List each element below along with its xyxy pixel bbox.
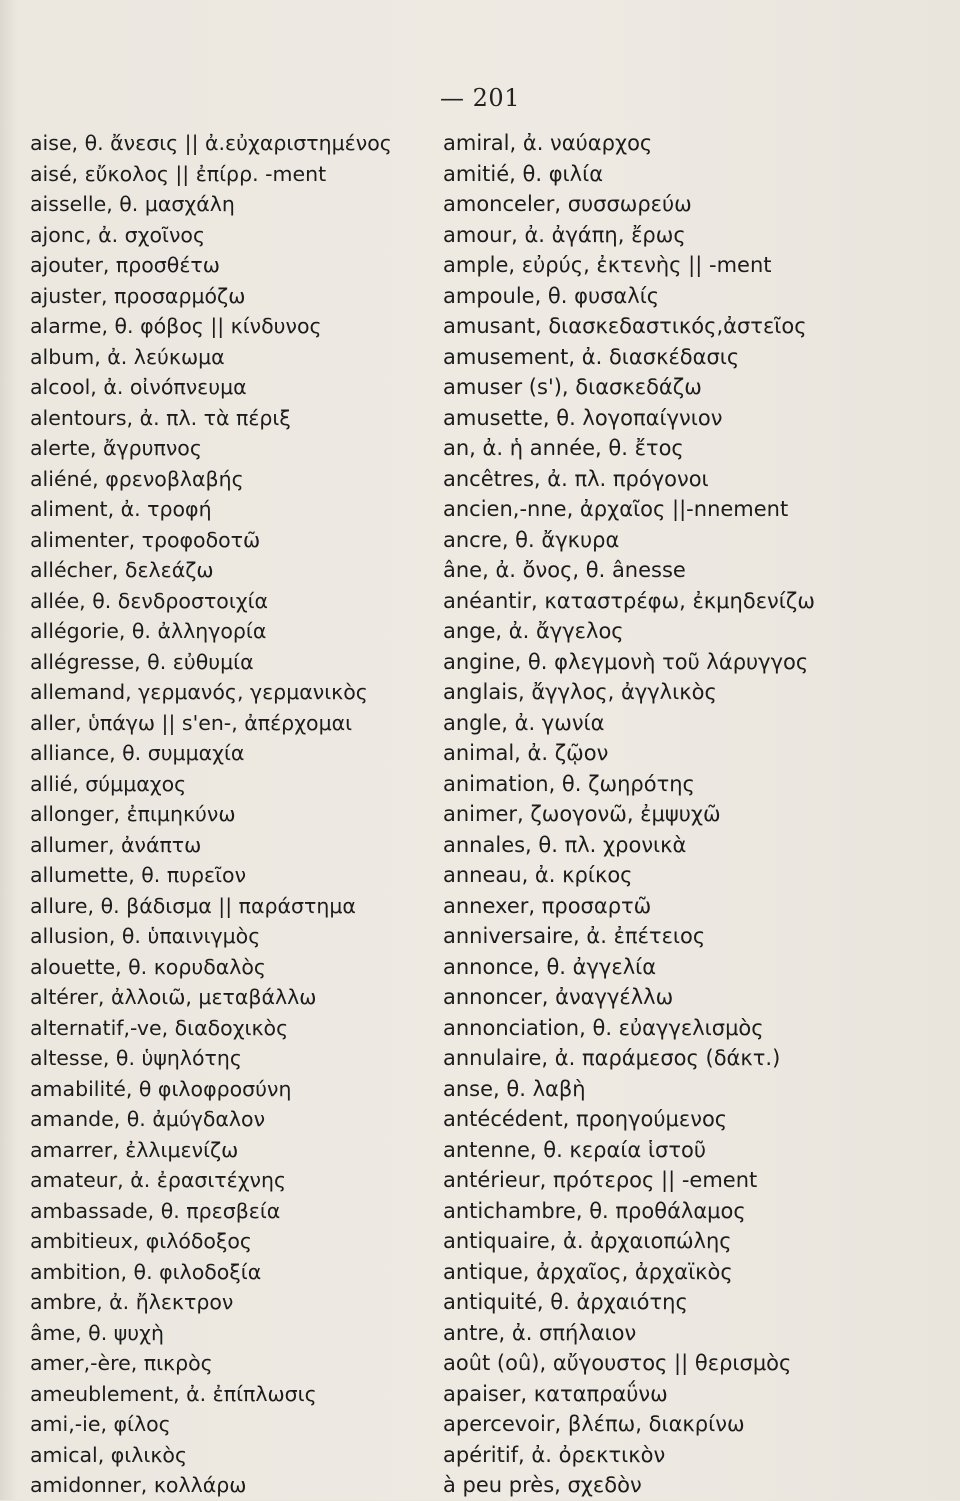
dictionary-entry: amande, θ. ἀμύγδαλον [30,1107,266,1131]
dictionary-entry: album, ἀ. λεύκωμα [30,344,225,369]
dictionary-entry: alerte, ἄγρυπνος [30,436,202,460]
dictionary-entry: amateur, ἀ. ἐρασιτέχνης [30,1168,287,1192]
dictionary-entry: allure, θ. βάδισμα || παράστημα [30,893,356,918]
dictionary-entry: ambitieux, φιλόδοξος [30,1229,252,1253]
dictionary-entry: animer, ζωογονῶ, ἐμψυχῶ [443,802,721,826]
dictionary-entry: aliment, ἀ. τροφή [30,497,212,521]
dictionary-entry: amusement, ἀ. διασκέδασις [443,344,740,369]
dictionary-entry: ample, εὐρύς, ἐκτενὴς || -ment [443,253,772,277]
dictionary-entry: animation, θ. ζωηρότης [443,771,695,796]
dictionary-entry: allumer, ἀνάπτω [30,832,202,857]
dictionary-entry: amarrer, ἐλλιμενίζω [30,1137,239,1162]
dictionary-entry: angle, ἀ. γωνία [443,710,605,735]
dictionary-entry: aisé, εὔκολος || ἐπίρρ. -ment [30,161,327,186]
dictionary-entry: ancêtres, ἀ. πλ. πρόγονοι [443,466,709,491]
dictionary-entry: anglais, ἄγγλος, ἀγγλικὸς [443,680,717,704]
dictionary-entry: allusion, θ. ὑπαινιγμὸς [30,924,261,948]
dictionary-entry: allemand, γερμανός, γερμανικὸς [30,680,368,704]
dictionary-entry: amonceler, συσσωρεύω [443,192,692,216]
dictionary-entry: amical, φιλικὸς [30,1442,187,1467]
left-column [30,128,440,1501]
dictionary-entry: ajouter, προσθέτω [30,253,220,277]
dictionary-entry: anneau, ἀ. κρίκος [443,863,633,887]
dictionary-entry: altérer, ἀλλοιῶ, μεταβάλλω [30,985,317,1009]
dictionary-entry: alimenter, τροφοδοτῶ [30,527,261,552]
dictionary-entry: an, ἀ. ἡ année, θ. ἔτος [443,436,684,460]
dictionary-entry: âne, ἀ. ὄνος, θ. ânesse [443,558,686,582]
dictionary-entry: alliance, θ. συμμαχία [30,741,245,765]
dictionary-entry: aller, ὑπάγω || s'en-, ἀπέρχομαι [30,710,353,735]
dictionary-entry: amusant, διασκεδαστικός,ἀστεῖος [443,314,807,338]
dictionary-entry: ameublement, ἀ. ἐπίπλωσις [30,1381,317,1406]
dictionary-entry: allécher, δελεάζω [30,558,214,582]
dictionary-entry: allié, σύμμαχος [30,771,187,796]
dictionary-entry: alarme, θ. φόβος || κίνδυνος [30,314,322,338]
dictionary-entry: apéritif, ἀ. ὀρεκτικὸν [443,1442,666,1467]
dictionary-entry: ambition, θ. φιλοδοξία [30,1259,262,1284]
dictionary-entry: antichambre, θ. προθάλαμος [443,1198,746,1223]
dictionary-entry: anéantir, καταστρέφω, ἐκμηδενίζω [443,588,815,613]
dictionary-entry: âme, θ. ψυχὴ [30,1320,164,1345]
dictionary-entry: antre, ἀ. σπήλαιον [443,1320,637,1345]
dictionary-entry: allumette, θ. πυρεῖον [30,863,247,887]
dictionary-entry: alcool, ἀ. οἰνόπνευμα [30,375,247,399]
dictionary-entry: alternatif,-ve, διαδοχικὸς [30,1015,289,1040]
dictionary-entry: ancien,-nne, ἀρχαῖος ||-nnement [443,497,789,521]
dictionary-entry: aliéné, φρενοβλαβής [30,466,244,491]
dictionary-entry: allonger, ἐπιμηκύνω [30,802,236,826]
dictionary-entry: amiral, ἀ. ναύαρχος [443,131,653,155]
dictionary-entry: allégresse, θ. εὐθυμία [30,649,254,674]
dictionary-entry: annonciation, θ. εὐαγγελισμὸς [443,1015,764,1040]
dictionary-entry: août (oû), αὔγουστος || θερισμὸς [443,1351,792,1375]
dictionary-entry: amour, ἀ. ἀγάπη, ἔρως [443,222,686,247]
dictionary-entry: anse, θ. λαβὴ [443,1076,586,1101]
dictionary-entry: ajonc, ἀ. σχοῖνος [30,222,205,247]
dictionary-entry: ambassade, θ. πρεσβεία [30,1198,281,1223]
dictionary-entry: angine, θ. φλεγμονὴ τοῦ λάρυγγος [443,649,809,674]
dictionary-entry: amabilité, θ φιλοφροσύνη [30,1076,292,1101]
dictionary-entry: ange, ἀ. ἄγγελος [443,619,624,643]
dictionary-entry: allée, θ. δενδροστοιχία [30,588,269,613]
dictionary-entry: amitié, θ. φιλία [443,161,604,186]
dictionary-entry: alentours, ἀ. πλ. τὰ πέριξ [30,405,291,430]
dictionary-entry: aise, θ. ἄνεσις || ἀ.εὐχαριστημένος [30,131,392,155]
dictionary-entry: aisselle, θ. μασχάλη [30,192,235,216]
dictionary-entry: altesse, θ. ὑψηλότης [30,1046,242,1070]
dictionary-entry: ambre, ἀ. ἤλεκτρον [30,1290,234,1314]
dictionary-entry: ajuster, προσαρμόζω [30,283,246,308]
dictionary-entry: ami,-ie, φίλος [30,1412,171,1436]
dictionary-entry: annonce, θ. ἀγγελία [443,954,657,979]
dictionary-entry: animal, ἀ. ζῷον [443,741,609,765]
dictionary-entry: annulaire, ἀ. παράμεσος (δάκτ.) [443,1046,781,1070]
dictionary-entry: ampoule, θ. φυσαλίς [443,283,660,308]
dictionary-entry: à peu près, σχεδὸν [443,1473,642,1497]
dictionary-entry: amusette, θ. λογοπαίγνιον [443,405,723,430]
dictionary-entry: anniversaire, ἀ. ἐπέτειος [443,924,706,948]
dictionary-entry: antiquaire, ἀ. ἀρχαιοπώλης [443,1229,732,1253]
dictionary-entry: annoncer, ἀναγγέλλω [443,985,674,1009]
dictionary-entry: alouette, θ. κορυδαλὸς [30,954,266,979]
page-number: — 201 [440,84,520,112]
dictionary-entry: apaiser, καταπραΰνω [443,1381,668,1406]
dictionary-entry: apercevoir, βλέπω, διακρίνω [443,1412,745,1436]
dictionary-entry: allégorie, θ. ἀλληγορία [30,619,267,643]
dictionary-entry: antiquité, θ. ἀρχαιότης [443,1290,688,1314]
dictionary-entry: amer,-ère, πικρὸς [30,1351,213,1375]
dictionary-entry: amidonner, κολλάρω [30,1473,247,1497]
dictionary-entry: antenne, θ. κεραία ἱστοῦ [443,1137,707,1162]
dictionary-entry: annales, θ. πλ. χρονικὰ [443,832,687,857]
dictionary-entry: annexer, προσαρτῶ [443,893,652,918]
dictionary-entry: antique, ἀρχαῖος, ἀρχαϊκὸς [443,1259,733,1284]
dictionary-entry: antérieur, πρότερος || -ement [443,1168,758,1192]
dictionary-entry: ancre, θ. ἄγκυρα [443,527,620,552]
right-column [443,128,943,1501]
dictionary-entry: antécédent, προηγούμενος [443,1107,728,1131]
dictionary-entry: amuser (s'), διασκεδάζω [443,375,702,399]
